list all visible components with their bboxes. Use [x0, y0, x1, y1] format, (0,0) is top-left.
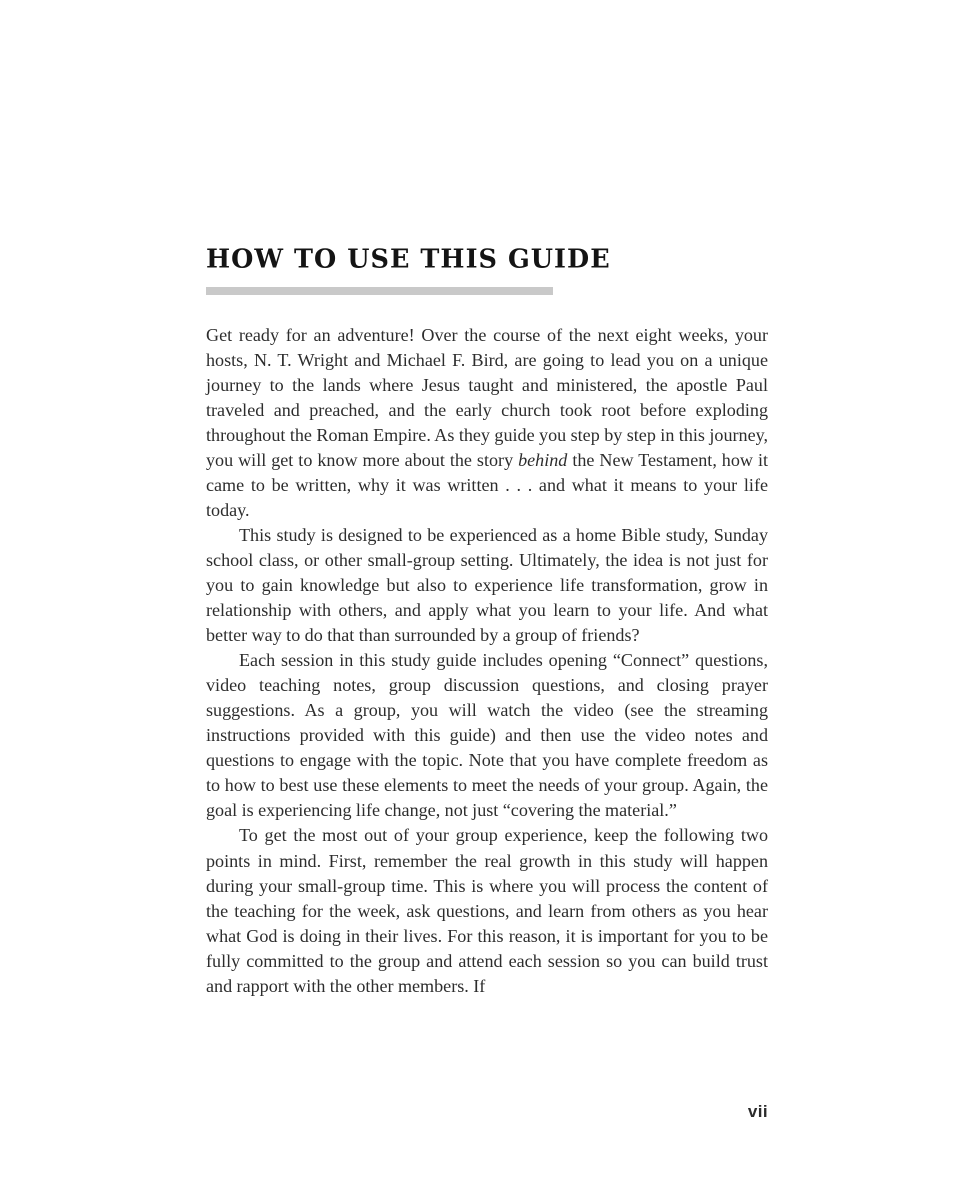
paragraph-1: [206, 323, 768, 523]
paragraph-4: To get the most out of your group experience, keep the following two points in mind. First, remember the real growth in this study will happen during your small-group time. This is where you will process the content of the teaching for the week, ask questions, and learn from others as you hear what God is doing in their lives. For this reason, it is important for you to be fully committed to the group and attend each session so you can build trust and rapport with the other members. If: [206, 825, 768, 996]
title-underline-rule: [206, 287, 553, 295]
paragraph-1-italic-word: behind: [518, 449, 568, 470]
page-title: HOW TO USE THIS GUIDE: [206, 243, 611, 275]
paragraph-1-text-before-italic: Get ready for an adventure! Over the course of the next eight weeks, your hosts, N. T. Wright and Michael F. Bird, are going to lead you on a unique journey to the lands where Jesus taught and ministered, the apostle Paul traveled and preached, and the early church took root before exploding throughout the Roman Empire. As they guide you step by step in this journey, you will get to know more about the story: [206, 324, 768, 470]
body-text: [206, 323, 768, 999]
paragraph-1-text-after-italic: the New Testament, how it came to be written, why it was written . . . and what it means to your life today.: [206, 449, 768, 520]
paragraph-3: Each session in this study guide includes opening “Connect” questions, video teaching notes, group discussion questions, and closing prayer suggestions. As a group, you will watch the video (see the streaming instructions provided with this guide) and then use the video notes and questions to engage with the topic. Note that you have complete freedom as to how to best use these elements to meet the needs of your group. Again, the goal is experiencing life change, not just “covering the material.”: [206, 650, 768, 821]
page-number: vii: [747, 1102, 768, 1121]
page-content: [206, 243, 768, 999]
paragraph-2: This study is designed to be experienced as a home Bible study, Sunday school class, or other small-group setting. Ultimately, the idea is not just for you to gain knowledge but also to experience life transformation, grow in relationship with others, and apply what you learn to your life. And what better way to do that than surrounded by a group of friends?: [206, 524, 768, 646]
